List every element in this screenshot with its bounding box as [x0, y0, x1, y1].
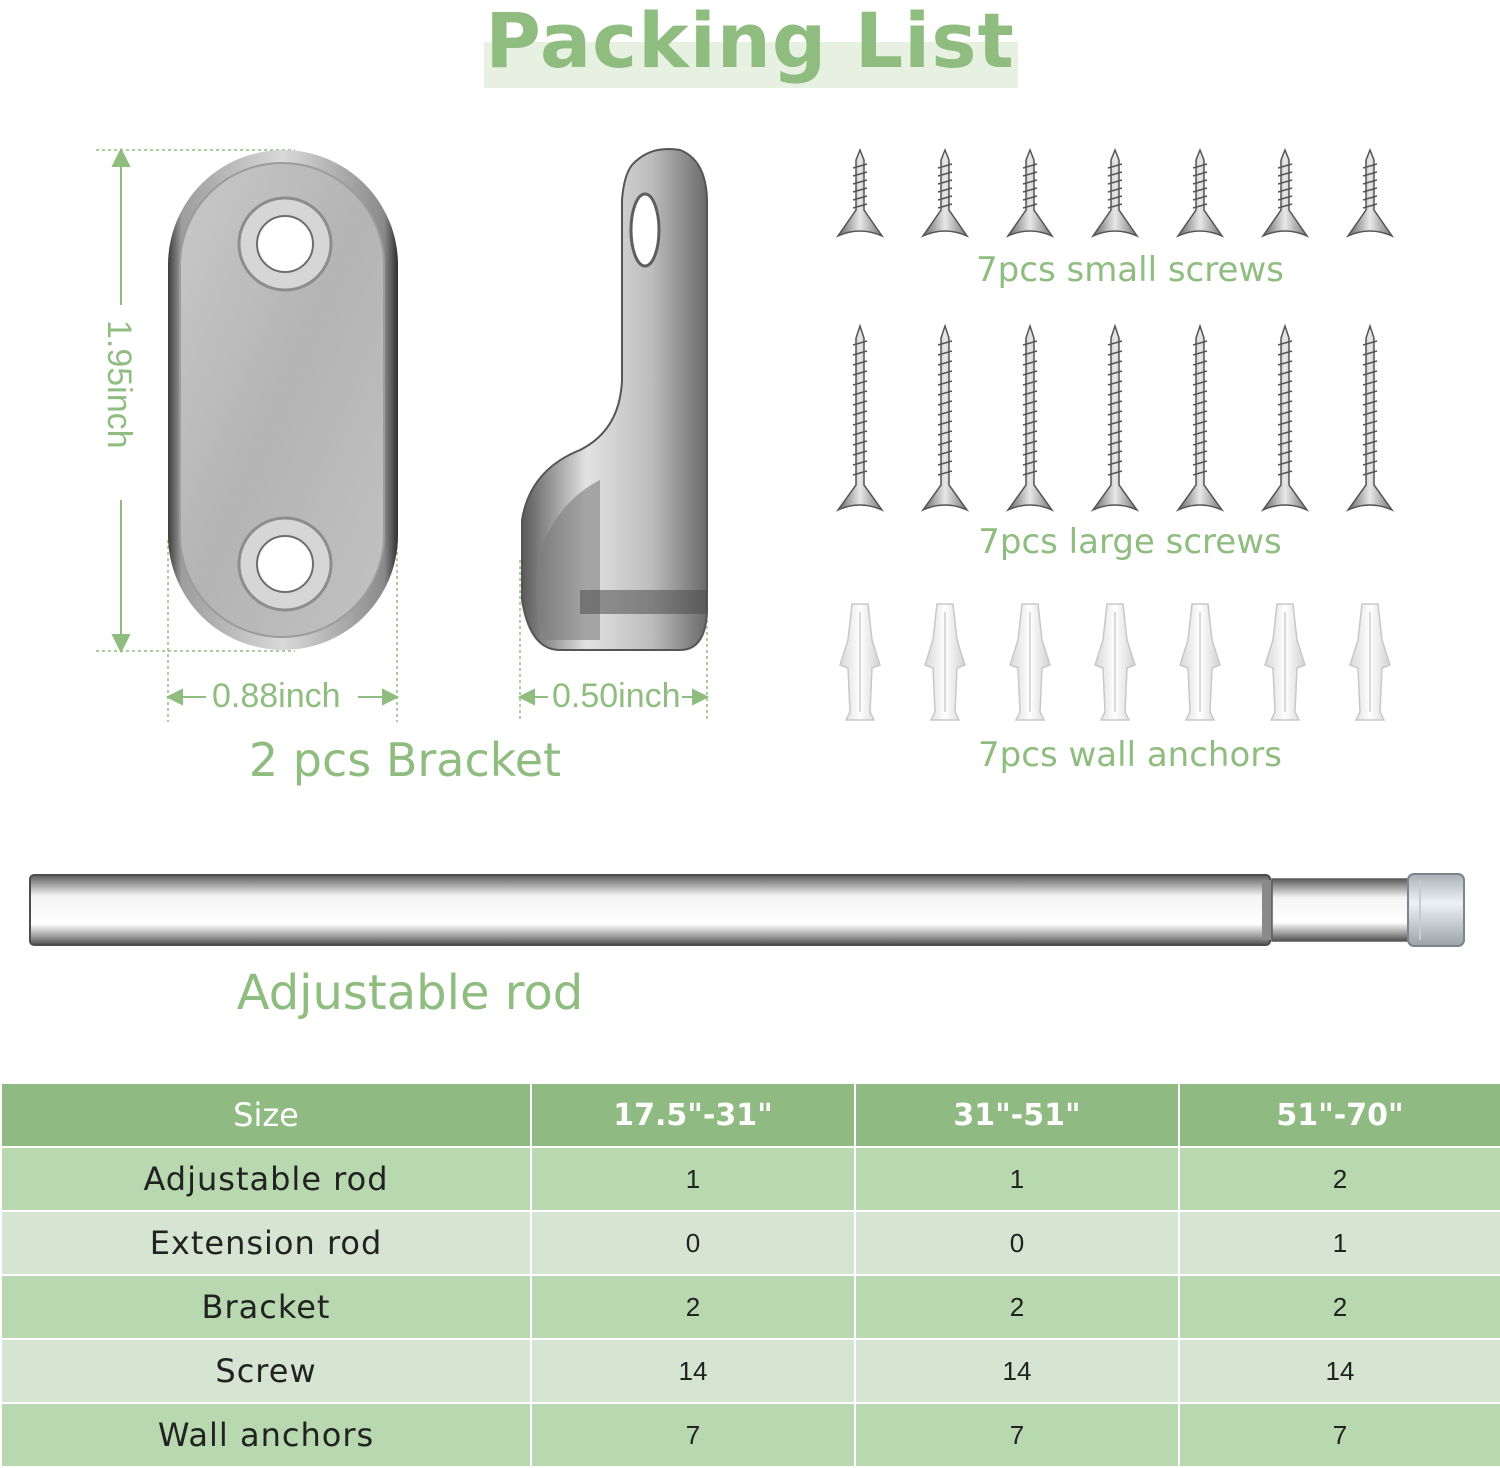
- table-cell: 1: [1179, 1211, 1500, 1275]
- table-header-col: 17.5"-31": [531, 1083, 855, 1147]
- table-cell: 1: [531, 1147, 855, 1211]
- table-cell: 7: [855, 1403, 1179, 1467]
- small-screws-label: 7pcs small screws: [976, 250, 1284, 290]
- table-cell: 1: [855, 1147, 1179, 1211]
- row-label: Extension rod: [1, 1211, 531, 1275]
- rod-caption: Adjustable rod: [236, 965, 584, 1021]
- table-cell: 7: [531, 1403, 855, 1467]
- table-header-col: 51"-70": [1179, 1083, 1500, 1147]
- bracket-hook: [522, 149, 707, 650]
- table-header-col: 31"-51": [855, 1083, 1179, 1147]
- large-screws: [838, 326, 1392, 510]
- table-row: [1, 1275, 1500, 1339]
- row-label: Bracket: [1, 1275, 531, 1339]
- bracket-depth-label: 0.50inch: [552, 677, 681, 715]
- row-label: Adjustable rod: [1, 1147, 531, 1211]
- table-cell: 0: [855, 1211, 1179, 1275]
- packing-table: [0, 1082, 1500, 1468]
- bracket-height-label: 1.95inch: [100, 320, 138, 449]
- wall-anchors-label: 7pcs wall anchors: [978, 735, 1282, 775]
- table-row: [1, 1211, 1500, 1275]
- large-screws-label: 7pcs large screws: [978, 522, 1282, 562]
- small-screws: [838, 150, 1392, 236]
- table-cell: 0: [531, 1211, 855, 1275]
- table-cell: 7: [1179, 1403, 1500, 1467]
- row-label: Wall anchors: [1, 1403, 531, 1467]
- table-cell: 2: [1179, 1275, 1500, 1339]
- page-title: Packing List: [485, 0, 1015, 85]
- table-cell: 2: [1179, 1147, 1500, 1211]
- table-cell: 2: [531, 1275, 855, 1339]
- table-cell: 14: [1179, 1339, 1500, 1403]
- table-row: [1, 1403, 1500, 1467]
- table-header-row: [1, 1083, 1500, 1147]
- adjustable-rod: [30, 874, 1464, 946]
- bracket-width-label: 0.88inch: [212, 677, 341, 715]
- table-cell: 14: [855, 1339, 1179, 1403]
- table-cell: 14: [531, 1339, 855, 1403]
- bracket-caption: 2 pcs Bracket: [248, 733, 562, 787]
- table-row: [1, 1147, 1500, 1211]
- table-header-size: Size: [1, 1083, 531, 1147]
- bracket-plate: [168, 150, 398, 650]
- wall-anchors: [840, 604, 1390, 720]
- row-label: Screw: [1, 1339, 531, 1403]
- table-cell: 2: [855, 1275, 1179, 1339]
- table-row: [1, 1339, 1500, 1403]
- bracket-height-label-wrap: [100, 320, 140, 470]
